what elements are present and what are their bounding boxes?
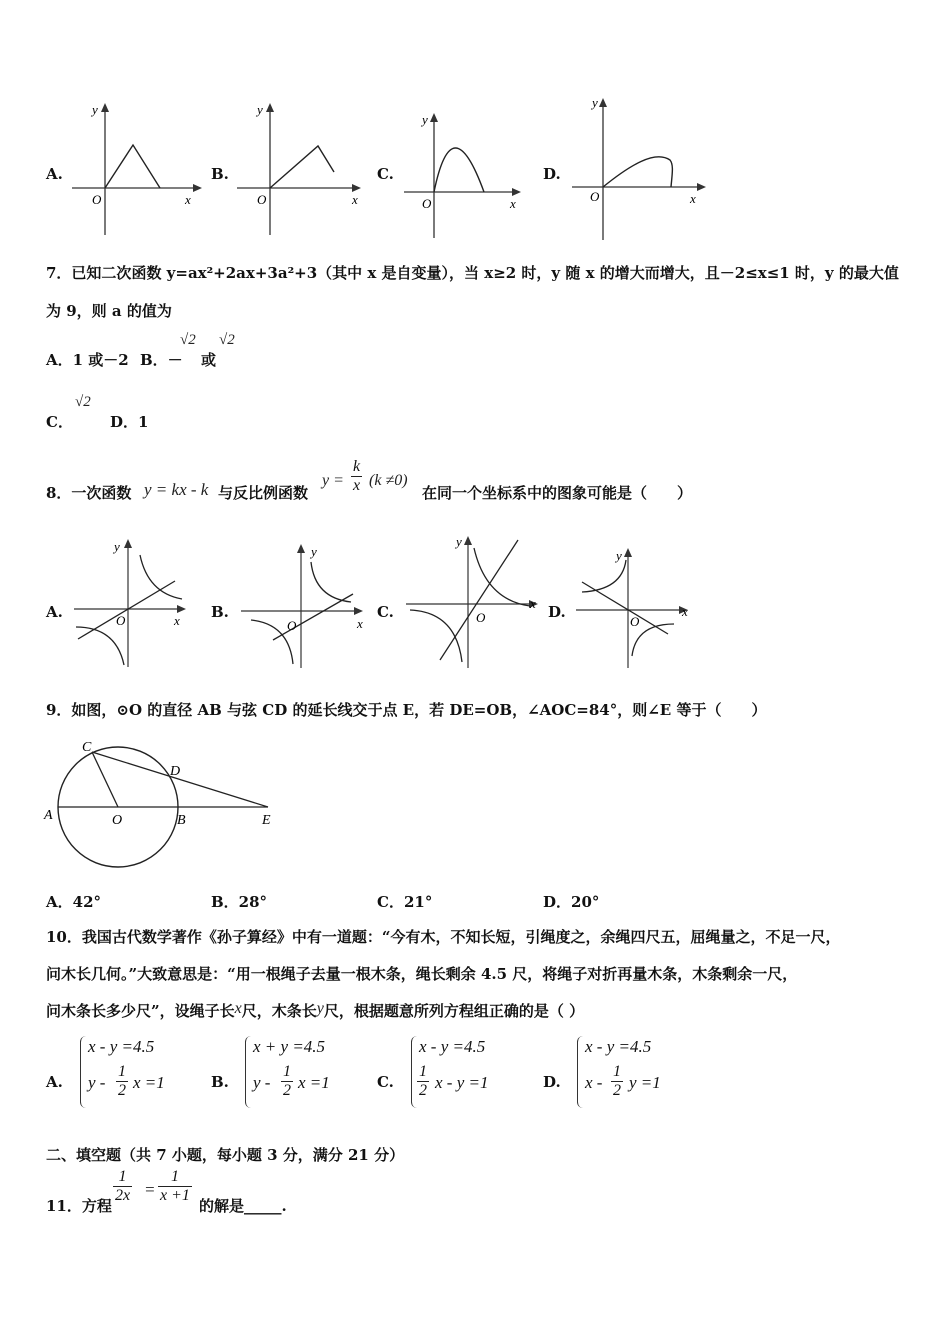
svg-text:y: y: [456, 534, 462, 549]
point-c: C: [82, 740, 92, 755]
q7-option-c[interactable]: C．: [46, 413, 73, 431]
q8-graph-c[interactable]: [402, 532, 547, 670]
q9-stem: 9．如图，⊙O 的直径 AB 与弦 CD 的延长线交于点 E，若 DE=OB，∠AOC=84°，则∠E 等于（ ）: [46, 701, 767, 719]
q6-graph-d[interactable]: [570, 95, 710, 240]
q8-graph-b[interactable]: [237, 540, 372, 670]
q7-option-c-sqrt: √2: [75, 394, 91, 410]
q9-circle-figure: [40, 735, 290, 875]
svg-text:y: y: [311, 544, 317, 559]
svg-text:O: O: [257, 192, 267, 207]
q8-option-d-label[interactable]: D.: [548, 603, 566, 621]
svg-text:O: O: [422, 196, 432, 211]
svg-text:O: O: [630, 614, 640, 629]
point-d: D: [170, 764, 181, 779]
q6-option-c-label[interactable]: C.: [377, 165, 394, 183]
svg-text:y: y: [616, 548, 622, 563]
q7-option-b-sqrt2: √2: [219, 332, 235, 348]
q7-option-b-or: 或: [201, 351, 217, 369]
q7-stem-line2: 为 9，则 a 的值为: [46, 302, 172, 320]
q6-option-a-label[interactable]: A.: [46, 165, 63, 183]
section-2-title: 二、填空题（共 7 小题，每小题 3 分，满分 21 分）: [46, 1146, 405, 1164]
q8-eq-inverse-frac: $\frac{k}{x}$: [353, 458, 361, 494]
q7-option-a[interactable]: A．1 或－2: [46, 351, 129, 369]
q7-option-b[interactable]: B．－: [140, 351, 183, 369]
q6-option-d-label[interactable]: D.: [543, 165, 561, 183]
q8-option-b-label[interactable]: B.: [211, 603, 229, 621]
svg-text:O: O: [590, 189, 600, 204]
q6-graph-a[interactable]: [70, 100, 205, 240]
svg-text:O: O: [92, 192, 102, 207]
q11-equals: =: [144, 1180, 156, 1199]
svg-text:x: x: [530, 596, 536, 611]
q8-option-a-label[interactable]: A.: [46, 603, 63, 621]
svg-text:x: x: [357, 616, 363, 631]
q10-stem-line3: 问木条长多少尺”，设绳子长x尺，木条长y尺，根据题意所列方程组正确的是（ ）: [46, 1000, 585, 1020]
svg-text:y: y: [257, 102, 263, 117]
q9-option-b[interactable]: B．28°: [211, 893, 268, 911]
svg-text:x: x: [185, 192, 191, 207]
q7-stem-line1: 7．已知二次函数 y=ax²+2ax+3a²+3（其中 x 是自变量），当 x≥2 时，y 随 x 的增大而增大，且－2≤x≤1 时，y 的最大值: [46, 264, 899, 282]
q7-option-d[interactable]: D．1: [110, 413, 149, 431]
q11-suffix: 的解是_____.: [199, 1197, 287, 1215]
q8-mid: 与反比例函数: [218, 484, 309, 502]
point-a: A: [44, 808, 53, 823]
q9-option-c[interactable]: C．21°: [377, 893, 433, 911]
q11-frac-left: $\frac{1}{2x}$: [115, 1168, 131, 1204]
svg-text:y: y: [592, 95, 598, 110]
svg-text:x: x: [682, 604, 688, 619]
q9-option-a[interactable]: A．42°: [46, 893, 102, 911]
q8-suffix: 在同一个坐标系中的图象可能是（ ）: [422, 484, 693, 502]
q10-stem-line1: 10．我国古代数学著作《孙子算经》中有一道题：“今有木，不知长短，引绳度之，余绳四尺五，屈绳量之，不足一尺，: [46, 928, 841, 946]
q8-graph-a[interactable]: [70, 535, 190, 670]
svg-text:x: x: [174, 613, 180, 628]
svg-text:x: x: [510, 196, 516, 211]
point-b: B: [177, 813, 186, 828]
q6-option-b-label[interactable]: B.: [211, 165, 229, 183]
point-o: O: [112, 813, 123, 828]
q8-prefix: 8．一次函数: [46, 484, 132, 502]
q8-eq-linear: y = kx - k: [144, 480, 209, 499]
q8-option-c-label[interactable]: C.: [377, 603, 394, 621]
svg-text:y: y: [422, 112, 428, 127]
q6-graph-c[interactable]: [402, 110, 527, 240]
q10-stem-line2: 问木长几何。”大致意思是：“用一根绳子去量一根木条，绳长剩余 4.5 尺，将绳子对折再量木条，木条剩余一尺，: [46, 965, 798, 983]
svg-text:x: x: [690, 191, 696, 206]
q6-graph-b[interactable]: [235, 100, 370, 240]
svg-text:O: O: [476, 610, 486, 625]
q8-eq-inverse-cond: (k ≠0): [369, 472, 408, 489]
q11-frac-right: $\frac{1}{x +1}$: [160, 1168, 190, 1204]
q9-option-d[interactable]: D．20°: [543, 893, 600, 911]
svg-text:O: O: [287, 618, 297, 633]
point-e: E: [262, 813, 271, 828]
svg-text:y: y: [114, 539, 120, 554]
q8-graph-d[interactable]: [572, 544, 697, 670]
svg-text:O: O: [116, 613, 126, 628]
axis-y: y: [92, 102, 98, 117]
q8-eq-inverse-lhs: y =: [322, 472, 344, 489]
q7-option-b-sqrt1: √2: [180, 332, 196, 348]
q11-prefix: 11．方程: [46, 1197, 112, 1215]
svg-text:x: x: [352, 192, 358, 207]
